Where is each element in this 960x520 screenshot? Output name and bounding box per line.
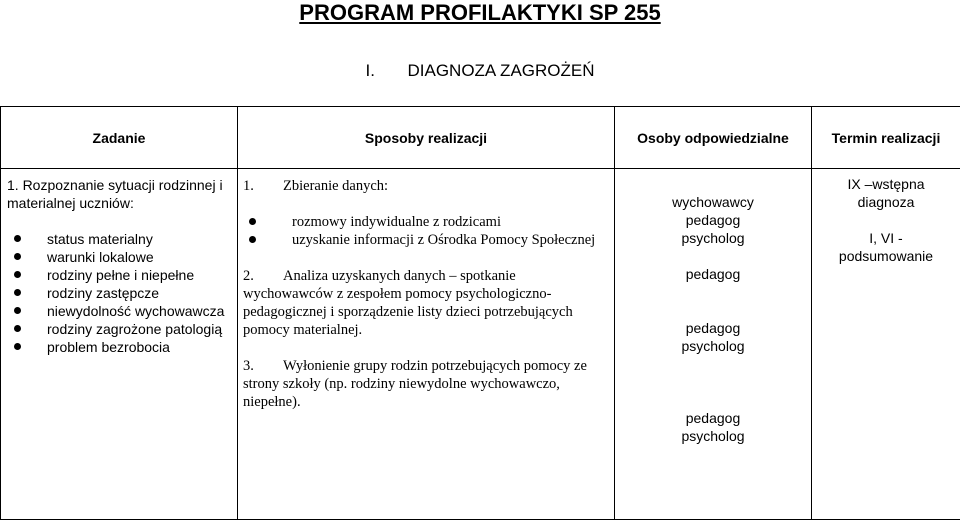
responsible-person: psycholog — [615, 337, 811, 355]
bullet-icon — [14, 271, 21, 278]
column-header-methods: Sposoby realizacji — [238, 107, 615, 169]
list-item: rozmowy indywidualne z rodzicami — [243, 213, 608, 231]
bullet-icon — [14, 235, 21, 242]
column-header-responsible: Osoby odpowiedzialne — [615, 107, 812, 169]
responsible-person: pedagog — [615, 409, 811, 427]
bullet-icon — [249, 236, 256, 243]
table-header-row — [1, 107, 960, 169]
section-heading — [0, 61, 960, 81]
methods-cell — [238, 169, 615, 520]
responsible-person: pedagog — [615, 265, 811, 283]
section-title: DIAGNOZA ZAGROŻEŃ — [407, 61, 594, 80]
list-item: status materialny — [7, 230, 233, 248]
deadline-cell — [812, 169, 960, 520]
section-number: I. — [365, 61, 407, 81]
deadline-initial: IX –wstępna — [812, 175, 960, 193]
bullet-icon — [14, 289, 21, 296]
deadline-summary: I, VI - — [812, 229, 960, 247]
column-header-task: Zadanie — [1, 107, 238, 169]
bullet-icon — [249, 218, 256, 225]
table-row — [1, 169, 960, 520]
list-item: warunki lokalowe — [7, 248, 233, 266]
list-item: rodziny zastępcze — [7, 284, 233, 302]
method-step-1: 1. Zbieranie danych: — [243, 177, 608, 195]
bullet-icon — [14, 253, 21, 260]
responsible-person: psycholog — [615, 229, 811, 247]
program-table — [0, 106, 960, 520]
deadline-initial-label: diagnoza — [812, 193, 960, 211]
deadline-summary-label: podsumowanie — [812, 247, 960, 265]
responsible-person: pedagog — [615, 211, 811, 229]
method-step-2: 2. Analiza uzyskanych danych – spotkanie wychowawców z zespołem pomocy psychologiczno-pedagogicznej i sporządzenie listy dzieci potrzebujących pomocy materialnej. — [243, 267, 608, 339]
responsible-person: psycholog — [615, 427, 811, 445]
document-title: PROGRAM PROFILAKTYKI SP 255 — [0, 0, 960, 26]
responsible-cell — [615, 169, 812, 520]
responsible-person: pedagog — [615, 319, 811, 337]
bullet-icon — [14, 307, 21, 314]
method-step-1-list — [243, 213, 608, 249]
list-item: niewydolność wychowawcza — [7, 302, 233, 320]
responsible-person: wychowawcy — [615, 193, 811, 211]
bullet-icon — [14, 343, 21, 350]
task-heading: 1. Rozpoznanie sytuacji rodzinnej i materialnej uczniów: — [7, 176, 233, 212]
list-item: uzyskanie informacji z Ośrodka Pomocy Społecznej — [243, 231, 608, 249]
list-item: problem bezrobocia — [7, 338, 233, 356]
list-item: rodziny pełne i niepełne — [7, 266, 233, 284]
task-cell — [1, 169, 238, 520]
bullet-icon — [14, 325, 21, 332]
task-list — [7, 230, 233, 356]
method-step-3: 3. Wyłonienie grupy rodzin potrzebujących pomocy ze strony szkoły (np. rodziny niewydolne wychowawczo, niepełne). — [243, 357, 608, 411]
list-item: rodziny zagrożone patologią — [7, 320, 233, 338]
column-header-deadline: Termin realizacji — [812, 107, 960, 169]
